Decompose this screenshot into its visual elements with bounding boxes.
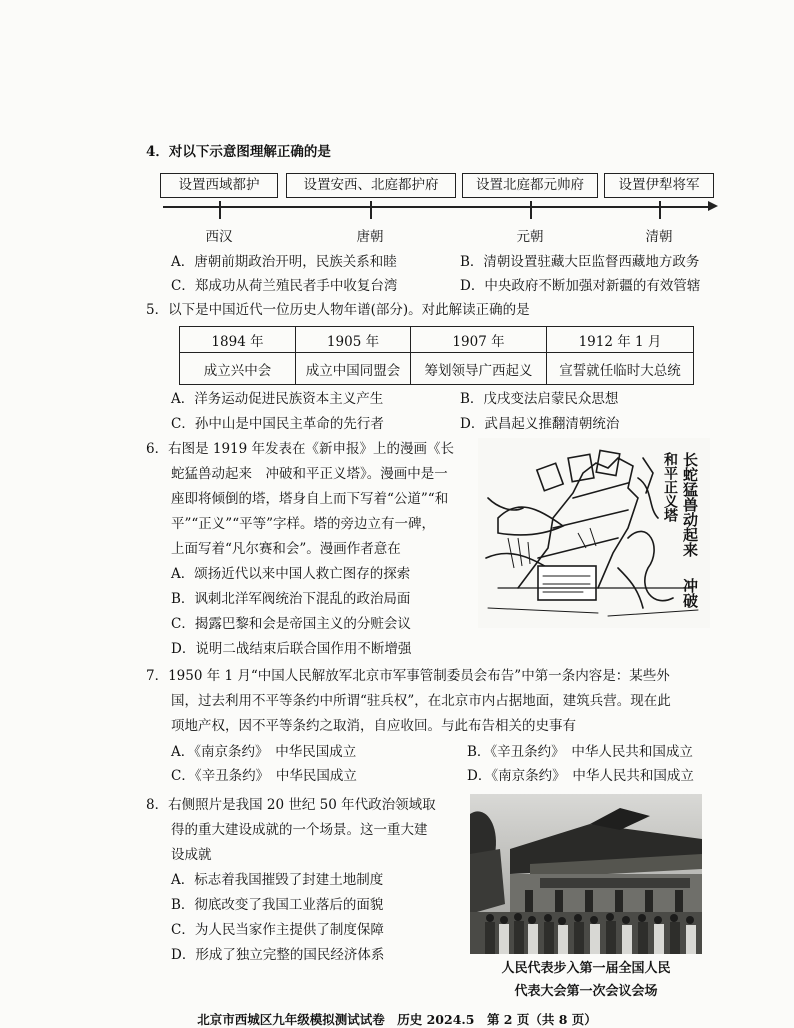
q6-line-1: 6．右图是 1919 年发表在《新申报》上的漫画《长 <box>146 441 455 457</box>
q6-line-3: 座即将倾倒的塔，塔身自上而下写着“公道”“和 <box>171 491 449 507</box>
q6-line-4: 平”“正义”“平等”字样。塔的旁边立有一碑， <box>171 516 436 532</box>
table-row <box>180 327 694 353</box>
q8-line-2: 得的重大建设成就的一个场景。这一重大建 <box>171 822 428 838</box>
q6-cartoon-title-sub: 和平正义塔 <box>662 452 678 522</box>
q5-option-c: C．孙中山是中国民主革命的先行者 <box>171 416 384 432</box>
q5-event-1: 成立兴中会 <box>180 353 296 385</box>
q5-year-3: 1907 年 <box>411 327 547 353</box>
q4-label-tang: 唐朝 <box>356 229 384 245</box>
q4-option-c: C．郑成功从荷兰殖民者手中收复台湾 <box>171 278 398 294</box>
q4-box-3: 设置北庭都元帅府 <box>462 173 598 198</box>
q8-photo-image <box>470 794 702 954</box>
q5-option-a: A．洋务运动促进民族资本主义产生 <box>171 391 384 407</box>
q4-tick <box>530 201 532 219</box>
q4-tick <box>659 201 661 219</box>
q4-option-b: B．清朝设置驻藏大臣监督西藏地方政务 <box>460 254 700 270</box>
q8-caption-line-2: 代表大会第一次会议会场 <box>514 984 658 999</box>
q4-tick <box>219 201 221 219</box>
q4-box-2: 设置安西、北庭都护府 <box>286 173 456 198</box>
q4-box-4: 设置伊犁将军 <box>604 173 714 198</box>
q5-event-3: 筹划领导广西起义 <box>411 353 547 385</box>
q8-option-b: B．彻底改变了我国工业落后的面貌 <box>171 897 384 913</box>
q4-stem: 4．对以下示意图理解正确的是 <box>146 144 331 160</box>
q7-line-1: 7．1950 年 1 月“中国人民解放军北京市军事管制委员会布告”中第一条内容是：某些外 <box>146 668 670 684</box>
q5-year-1: 1894 年 <box>180 327 296 353</box>
q6-cartoon-image <box>478 438 710 628</box>
q8-photo-caption <box>470 957 702 1003</box>
q5-year-2: 1905 年 <box>296 327 411 353</box>
q8-caption-line-1: 人民代表步入第一届全国人民 <box>501 961 671 976</box>
q6-option-d: D．说明二战结束后联合国作用不断增强 <box>171 641 412 657</box>
q4-label-xihan: 西汉 <box>205 229 233 245</box>
q8-line-3: 设成就 <box>171 847 212 863</box>
q5-option-b: B．戊戌变法启蒙民众思想 <box>460 391 619 407</box>
q4-label-yuan: 元朝 <box>516 229 544 245</box>
q4-option-a: A．唐朝前期政治开明，民族关系和睦 <box>171 254 397 270</box>
q4-timeline-arrow-icon <box>708 201 718 211</box>
q8-line-1: 8．右侧照片是我国 20 世纪 50 年代政治领域取 <box>146 797 436 813</box>
q7-option-b: B．《辛丑条约》 中华人民共和国成立 <box>467 744 693 760</box>
q7-line-2: 国，过去利用不平等条约中所谓“驻兵权”，在北京市内占据地面，建筑兵营。现在此 <box>171 693 671 709</box>
page-footer: 北京市西城区九年级模拟测试试卷 历史 2024.5 第 2 页（共 8 页） <box>197 1012 597 1027</box>
table-row <box>180 353 694 385</box>
q4-timeline-axis <box>163 206 711 208</box>
q7-line-3: 项地产权，因不平等条约之取消，自应收回。与此布告相关的史事有 <box>171 718 576 734</box>
q6-option-c: C．揭露巴黎和会是帝国主义的分赃会议 <box>171 616 411 632</box>
q8-option-d: D．形成了独立完整的国民经济体系 <box>171 947 385 963</box>
q5-year-4: 1912 年 1 月 <box>547 327 694 353</box>
q4-box-1: 设置西域都护 <box>160 173 278 198</box>
q7-option-a: A．《南京条约》 中华民国成立 <box>171 744 357 760</box>
q8-option-a: A．标志着我国摧毁了封建土地制度 <box>171 872 384 888</box>
q6-line-2: 蛇猛兽动起来 冲破和平正义塔》。漫画中是一 <box>171 466 448 482</box>
q6-option-b: B．讽刺北洋军阀统治下混乱的政治局面 <box>171 591 411 607</box>
q5-event-4: 宣誓就任临时大总统 <box>547 353 694 385</box>
q6-cartoon-title-main: 长蛇猛兽动起来 <box>681 452 699 557</box>
q5-stem: 5．以下是中国近代一位历史人物年谱(部分)。对此解读正确的是 <box>146 302 530 318</box>
q7-option-d: D．《南京条约》 中华人民共和国成立 <box>467 768 694 784</box>
q4-tick <box>370 201 372 219</box>
q4-label-qing: 清朝 <box>645 229 673 245</box>
q6-cartoon-title-verb: 冲破 <box>681 578 699 608</box>
q5-event-2: 成立中国同盟会 <box>296 353 411 385</box>
q5-chronology-table <box>179 326 694 385</box>
q7-option-c: C．《辛丑条约》 中华民国成立 <box>171 768 357 784</box>
q4-option-d: D．中央政府不断加强对新疆的有效管辖 <box>460 278 701 294</box>
q6-line-5: 上面写着“凡尔赛和会”。漫画作者意在 <box>171 541 401 557</box>
q8-option-c: C．为人民当家作主提供了制度保障 <box>171 922 384 938</box>
q5-option-d: D．武昌起义推翻清朝统治 <box>460 416 620 432</box>
q6-option-a: A．颂扬近代以来中国人救亡图存的探索 <box>171 566 411 582</box>
